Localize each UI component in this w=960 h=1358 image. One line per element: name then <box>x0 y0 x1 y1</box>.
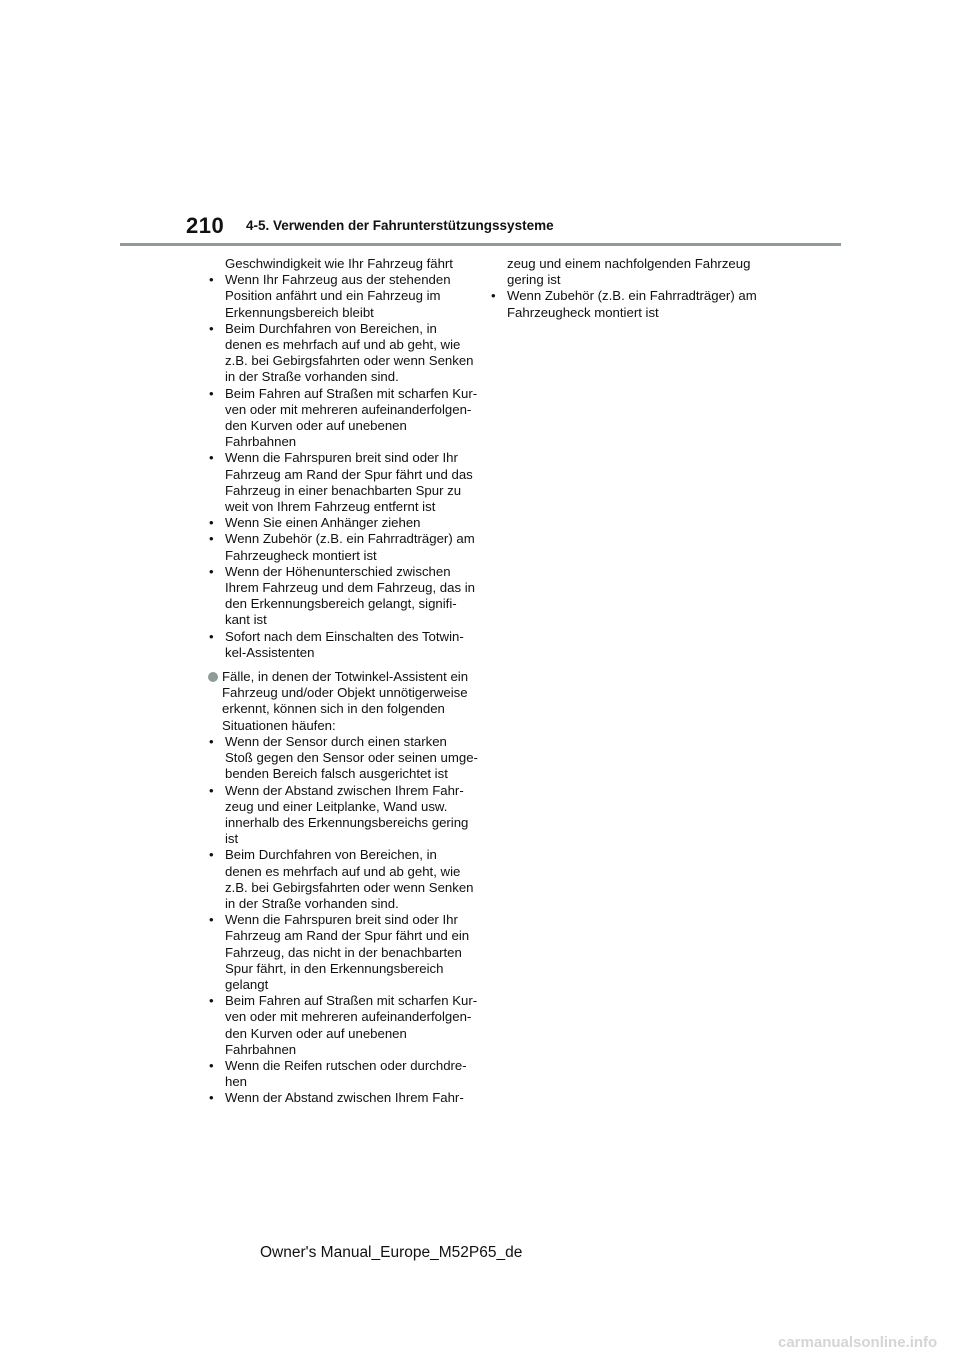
text-line: Wenn die Reifen rutschen oder durchdre- <box>225 1057 467 1073</box>
text-line: Wenn der Abstand zwischen Ihrem Fahr- <box>225 1090 464 1106</box>
text-line: Fahrzeug am Rand der Spur fährt und ein <box>225 928 470 944</box>
left-column <box>208 256 476 1107</box>
text-line: Fahrzeugheck montiert ist <box>225 547 377 563</box>
text-line: in der Straße vorhanden sind. <box>225 895 399 911</box>
text-line: kant ist <box>225 612 267 628</box>
bullet-marker: • <box>209 272 214 288</box>
bullet-marker: • <box>209 1090 214 1106</box>
bullet-marker: • <box>209 320 214 336</box>
text-line: Beim Fahren auf Straßen mit scharfen Kur- <box>225 385 478 401</box>
list-item <box>490 288 762 320</box>
text-line: Situationen häufen: <box>222 717 336 733</box>
bullet-marker: • <box>209 847 214 863</box>
list-item <box>208 912 476 993</box>
page-header <box>0 0 960 250</box>
text-line: Fahrzeug am Rand der Spur fährt und das <box>225 466 473 482</box>
list-item <box>208 1058 476 1090</box>
bullet-marker: • <box>209 515 214 531</box>
bullet-marker: • <box>209 993 214 1009</box>
text-line: ven oder mit mehreren aufeinanderfolgen- <box>225 401 472 417</box>
bullet-marker: • <box>209 1057 214 1073</box>
list-item <box>208 386 476 451</box>
text-line: Wenn die Fahrspuren breit sind oder Ihr <box>225 450 458 466</box>
text-line: Wenn der Abstand zwischen Ihrem Fahr- <box>225 782 464 798</box>
list-item <box>208 629 476 661</box>
text-line: Wenn die Fahrspuren breit sind oder Ihr <box>225 912 458 928</box>
text-line: kel-Assistenten <box>225 644 315 660</box>
text-line: Fahrzeug und/oder Objekt unnötigerweise <box>222 685 468 701</box>
text-line: Beim Durchfahren von Bereichen, in <box>225 320 437 336</box>
list-item <box>208 321 476 386</box>
bullet-marker: • <box>209 450 214 466</box>
text-line: hen <box>225 1074 248 1090</box>
bullet-marker: • <box>209 628 214 644</box>
text-line: Sofort nach dem Einschalten des Totwin- <box>225 628 464 644</box>
list-item <box>208 515 476 531</box>
watermark-text: carmanualsonline.info <box>778 1334 938 1351</box>
text-line: Stoß gegen den Sensor oder seinen umge- <box>225 750 478 766</box>
list-item <box>208 531 476 563</box>
text-line: ist <box>225 831 239 847</box>
list-item <box>208 272 476 321</box>
manual-id: Owner's Manual_Europe_M52P65_de <box>260 1244 523 1261</box>
text-line: Ihrem Fahrzeug und dem Fahrzeug, das in <box>225 580 475 596</box>
text-line: den Erkennungsbereich gelangt, signifi- <box>225 596 457 612</box>
text-line: Wenn Sie einen Anhänger ziehen <box>225 515 421 531</box>
text-line: in der Straße vorhanden sind. <box>225 369 399 385</box>
text-line: ven oder mit mehreren aufeinanderfolgen- <box>225 1009 472 1025</box>
text-line: Erkennungsbereich bleibt <box>225 304 374 320</box>
section-circle-icon <box>208 672 218 682</box>
text-line: denen es mehrfach auf und ab geht, wie <box>225 863 461 879</box>
text-line: gelangt <box>225 976 269 992</box>
bullet-marker: • <box>209 782 214 798</box>
bullet-marker: • <box>209 912 214 928</box>
text-line: innerhalb des Erkennungsbereichs gering <box>225 814 469 830</box>
text-line: Wenn der Höhenunterschied zwischen <box>225 563 451 579</box>
text-line: erkennt, können sich in den folgenden <box>222 701 445 717</box>
text-line: Fahrzeug, das nicht in der benachbarten <box>225 944 462 960</box>
text-line: zeug und einem nachfolgenden Fahrzeug <box>507 256 751 271</box>
text-line: Fälle, in denen der Totwinkel-Assistent ein <box>222 669 469 685</box>
bullet-marker: • <box>209 733 214 749</box>
text-line: Fahrzeug in einer benachbarten Spur zu <box>225 482 462 498</box>
list-item <box>208 1090 476 1106</box>
text-line: den Kurven oder auf unebenen <box>225 418 407 434</box>
right-column <box>490 256 762 321</box>
text-line: weit von Ihrem Fahrzeug entfernt ist <box>225 499 436 515</box>
header-divider <box>120 243 841 246</box>
text-line: Geschwindigkeit wie Ihr Fahrzeug fährt <box>225 256 453 271</box>
text-line: Wenn Ihr Fahrzeug aus der stehenden <box>225 272 451 288</box>
text-line: Position anfährt und ein Fahrzeug im <box>225 288 441 304</box>
bullet-marker: • <box>209 385 214 401</box>
list-item <box>208 450 476 515</box>
text-line: Wenn Zubehör (z.B. ein Fahrradträger) am <box>507 288 757 304</box>
bullet-marker: • <box>491 288 496 304</box>
text-line: zeug und einer Leitplanke, Wand usw. <box>225 798 448 814</box>
text-line: gering ist <box>507 272 561 288</box>
text-line: Wenn der Sensor durch einen starken <box>225 733 447 749</box>
list-item <box>208 734 476 783</box>
text-line: z.B. bei Gebirgsfahrten oder wenn Senken <box>225 879 474 895</box>
text-line: benden Bereich falsch ausgerichtet ist <box>225 766 448 782</box>
text-line: Spur fährt, in den Erkennungsbereich <box>225 960 444 976</box>
bullet-marker: • <box>209 563 214 579</box>
section-block <box>208 669 476 1106</box>
text-line: Beim Durchfahren von Bereichen, in <box>225 847 437 863</box>
section-title: 4-5. Verwenden der Fahrunterstützungssysteme <box>246 218 554 233</box>
list-item <box>208 993 476 1058</box>
list-item <box>208 847 476 912</box>
page-number: 210 <box>186 213 225 238</box>
list-item <box>208 564 476 629</box>
text-line: Fahrzeugheck montiert ist <box>507 304 659 320</box>
text-line: den Kurven oder auf unebenen <box>225 1025 407 1041</box>
list-item <box>208 783 476 848</box>
text-line: Beim Fahren auf Straßen mit scharfen Kur- <box>225 993 478 1009</box>
bullet-marker: • <box>209 531 214 547</box>
text-line: Fahrbahnen <box>225 1041 297 1057</box>
text-line: z.B. bei Gebirgsfahrten oder wenn Senken <box>225 353 474 369</box>
text-line: Wenn Zubehör (z.B. ein Fahrradträger) am <box>225 531 475 547</box>
text-line: denen es mehrfach auf und ab geht, wie <box>225 337 461 353</box>
text-line: Fahrbahnen <box>225 434 297 450</box>
